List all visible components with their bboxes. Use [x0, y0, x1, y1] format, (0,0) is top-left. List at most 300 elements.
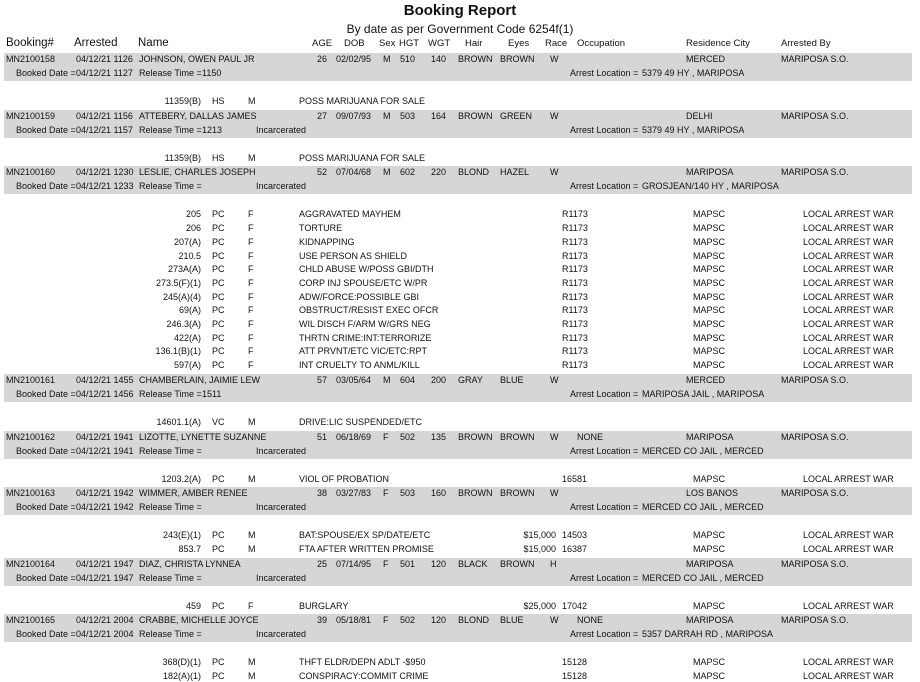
warrant-number: 16581	[562, 473, 588, 484]
booked-datetime: 04/12/21 1233	[76, 181, 134, 192]
charge-type: PC	[212, 543, 225, 554]
arrestee-age: 27	[316, 110, 327, 121]
arrestee-dob: 03/05/64	[336, 374, 372, 385]
arrestee-weight: 140	[431, 54, 447, 64]
arresting-agency: MARIPOSA S.O.	[781, 558, 849, 569]
warrant-number: 15128	[562, 671, 588, 681]
charge-agency: MAPSC	[693, 291, 726, 302]
arrestee-hair: BLOND	[458, 167, 490, 178]
charge-description: AGGRAVATED MAYHEM	[299, 209, 401, 220]
column-header-arrested-by: Arrested By	[781, 38, 831, 49]
charge-code: 206	[185, 223, 201, 234]
arrested-datetime: 04/12/21 1455	[76, 374, 134, 385]
residence-city: MARIPOSA	[686, 558, 734, 569]
charge-level: F	[248, 277, 254, 288]
warrant-number: R1173	[562, 305, 588, 316]
charge-authority: LOCAL ARREST WAR	[803, 530, 894, 541]
column-header-booking: Booking#	[6, 37, 54, 49]
charge-level: M	[248, 96, 256, 106]
arrestee-weight: 120	[431, 615, 447, 626]
charge-agency: MAPSC	[693, 209, 726, 220]
charge-type: PC	[212, 530, 225, 541]
arrest-location-label: Arrest Location =	[570, 502, 639, 513]
charge-authority: LOCAL ARREST WAR	[803, 223, 894, 234]
charge-description: CONSPIRACY:COMMIT CRIME	[299, 671, 429, 681]
charge-authority: LOCAL ARREST WAR	[803, 360, 894, 371]
booked-date-label: Booked Date =	[16, 388, 76, 399]
arrestee-name: JOHNSON, OWEN PAUL JR	[139, 54, 255, 64]
bail-amount: $25,000	[523, 600, 556, 611]
booking-number: MN2100162	[6, 431, 56, 442]
arrestee-height: 510	[400, 54, 416, 64]
charge-authority: LOCAL ARREST WAR	[803, 264, 894, 275]
charge-description: THRTN CRIME:INT:TERRORIZE	[299, 332, 432, 343]
booking-number: MN2100158	[6, 54, 56, 64]
charge-level: F	[248, 332, 254, 343]
arrestee-age: 52	[316, 167, 327, 178]
charge-type: PC	[212, 209, 225, 220]
arrestee-name: LESLIE, CHARLES JOSEPH	[139, 167, 256, 178]
arrest-location-label: Arrest Location =	[570, 388, 639, 399]
charge-description: VIOL OF PROBATION	[299, 473, 390, 484]
arrest-location: MERCED CO JAIL , MERCED	[642, 572, 764, 583]
custody-status: Incarcerated	[256, 572, 307, 583]
warrant-number: R1173	[562, 319, 588, 329]
release-time-label: Release Time =	[139, 124, 202, 135]
charge-description: THFT ELDR/DEPN ADLT -$950	[299, 657, 426, 668]
residence-city: MARIPOSA	[686, 167, 734, 178]
charge-code: 245(A)(4)	[162, 291, 201, 302]
charge-agency: MAPSC	[693, 473, 726, 484]
warrant-number: R1173	[562, 291, 588, 302]
charge-code: 69(A)	[178, 305, 201, 316]
charge-authority: LOCAL ARREST WAR	[803, 319, 894, 329]
charge-type: PC	[212, 332, 225, 343]
arrestee-weight: 135	[431, 431, 447, 442]
booked-date-label: Booked Date =	[16, 124, 76, 135]
booked-date-label: Booked Date =	[16, 181, 76, 192]
charge-authority: LOCAL ARREST WAR	[803, 277, 894, 288]
charge-agency: MAPSC	[693, 250, 726, 261]
charge-level: F	[248, 250, 254, 261]
release-time: 1150	[202, 68, 222, 78]
warrant-number: R1173	[562, 209, 588, 220]
column-header-sex: Sex	[379, 38, 396, 49]
charge-code: 853.7	[178, 543, 201, 554]
charge-type: PC	[212, 291, 225, 302]
arrestee-age: 39	[316, 615, 327, 626]
arrestee-sex: M	[383, 374, 391, 385]
charge-authority: LOCAL ARREST WAR	[803, 543, 894, 554]
column-header-race: Race	[545, 38, 568, 49]
arrestee-height: 604	[400, 374, 416, 385]
charge-type: PC	[212, 250, 225, 261]
arrestee-weight: 160	[431, 488, 447, 499]
arrestee-hair: GRAY	[458, 374, 483, 385]
arrestee-age: 51	[316, 431, 327, 442]
charge-code: 597(A)	[173, 360, 201, 371]
booking-number: MN2100164	[6, 558, 56, 569]
charge-level: M	[248, 671, 256, 681]
charge-agency: MAPSC	[693, 671, 726, 681]
booked-datetime: 04/12/21 2004	[76, 629, 134, 640]
arrestee-eyes: GREEN	[500, 110, 533, 121]
charge-code: 1203.2(A)	[161, 473, 201, 484]
booking-number: MN2100161	[6, 374, 56, 385]
arrest-location-label: Arrest Location =	[570, 445, 639, 456]
arrestee-eyes: BROWN	[500, 488, 535, 499]
charge-description: POSS MARIJUANA FOR SALE	[299, 96, 426, 106]
charge-description: DRIVE:LIC SUSPENDED/ETC	[299, 416, 423, 427]
custody-status: Incarcerated	[256, 445, 307, 456]
arrestee-name: CHAMBERLAIN, JAIMIE LEW	[139, 374, 261, 385]
charge-type: VC	[212, 416, 225, 427]
release-time-label: Release Time =	[139, 68, 202, 78]
arrestee-weight: 220	[431, 167, 447, 178]
charge-level: M	[248, 416, 256, 427]
charge-authority: LOCAL ARREST WAR	[803, 657, 894, 668]
arrestee-hair: BROWN	[458, 488, 493, 499]
arresting-agency: MARIPOSA S.O.	[781, 54, 849, 64]
arrestee-dob: 09/07/93	[336, 110, 372, 121]
charge-code: 243(E)(1)	[162, 530, 201, 541]
arrestee-race: W	[550, 54, 559, 64]
arresting-agency: MARIPOSA S.O.	[781, 488, 849, 499]
charge-type: PC	[212, 264, 225, 275]
arrestee-race: H	[550, 558, 557, 569]
charge-level: M	[248, 543, 256, 554]
charge-authority: LOCAL ARREST WAR	[803, 236, 894, 247]
report-subtitle: By date as per Government Code 6254f(1)	[346, 22, 574, 36]
charge-code: 11359(B)	[164, 96, 201, 106]
charge-description: FTA AFTER WRITTEN PROMISE	[299, 543, 434, 554]
arrestee-eyes: BLUE	[500, 374, 524, 385]
arrest-location-label: Arrest Location =	[570, 68, 639, 78]
charge-type: PC	[212, 236, 225, 247]
warrant-number: R1173	[562, 277, 588, 288]
arrestee-eyes: HAZEL	[500, 167, 530, 178]
arrested-datetime: 04/12/21 1156	[76, 110, 133, 121]
booked-datetime: 04/12/21 1456	[76, 388, 134, 399]
booking-number: MN2100159	[6, 110, 56, 121]
charge-description: OBSTRUCT/RESIST EXEC OFCR	[299, 305, 439, 316]
arrestee-height: 503	[400, 488, 416, 499]
charge-description: USE PERSON AS SHIELD	[299, 250, 408, 261]
warrant-number: 14503	[562, 530, 588, 541]
charge-code: 368(D)(1)	[162, 657, 201, 668]
custody-status: Incarcerated	[256, 181, 307, 192]
arresting-agency: MARIPOSA S.O.	[781, 167, 849, 178]
arrest-location: 5379 49 HY , MARIPOSA	[642, 124, 745, 135]
charge-level: F	[248, 346, 254, 357]
arrestee-name: WIMMER, AMBER RENEE	[139, 488, 248, 499]
charge-code: 422(A)	[173, 332, 201, 343]
charge-type: PC	[212, 346, 225, 357]
arrestee-name: CRABBE, MICHELLE JOYCE	[139, 615, 259, 626]
charge-code: 273A(A)	[167, 264, 201, 275]
charge-level: F	[248, 264, 254, 275]
arrestee-age: 26	[316, 54, 327, 64]
charge-level: M	[248, 657, 256, 668]
charge-authority: LOCAL ARREST WAR	[803, 600, 894, 611]
charge-description: WIL DISCH F/ARM W/GRS NEG	[299, 319, 431, 329]
booked-datetime: 04/12/21 1941	[76, 445, 134, 456]
charge-authority: LOCAL ARREST WAR	[803, 332, 894, 343]
arrestee-occupation: NONE	[577, 431, 604, 442]
arrestee-weight: 164	[431, 110, 447, 121]
residence-city: LOS BANOS	[686, 488, 739, 499]
arrestee-sex: F	[383, 431, 389, 442]
arrestee-sex: F	[383, 558, 389, 569]
charge-agency: MAPSC	[693, 360, 726, 371]
custody-status: Incarcerated	[256, 629, 307, 640]
charge-type: PC	[212, 360, 225, 371]
arrestee-dob: 07/04/68	[336, 167, 372, 178]
arrestee-race: W	[550, 110, 559, 121]
booked-datetime: 04/12/21 1947	[76, 572, 134, 583]
residence-city: MERCED	[686, 374, 726, 385]
arrest-location-label: Arrest Location =	[570, 181, 639, 192]
arrestee-sex: M	[383, 167, 391, 178]
residence-city: MERCED	[686, 54, 726, 64]
residence-city: MARIPOSA	[686, 431, 734, 442]
arrestee-height: 502	[400, 615, 416, 626]
charge-description: BAT:SPOUSE/EX SP/DATE/ETC	[299, 530, 431, 541]
arrestee-name: LIZOTTE, LYNETTE SUZANNE	[139, 431, 267, 442]
charge-agency: MAPSC	[693, 264, 726, 275]
column-header-occupation: Occupation	[577, 38, 626, 49]
booked-date-label: Booked Date =	[16, 629, 76, 640]
arrestee-height: 502	[400, 431, 416, 442]
charge-authority: LOCAL ARREST WAR	[803, 291, 894, 302]
charge-authority: LOCAL ARREST WAR	[803, 671, 894, 681]
arrestee-sex: M	[383, 54, 391, 64]
arrested-datetime: 04/12/21 1947	[76, 558, 134, 569]
arrestee-race: W	[550, 488, 559, 499]
arrestee-name: ATTEBERY, DALLAS JAMES	[139, 110, 257, 121]
charge-description: ADW/FORCE:POSSIBLE GBI	[299, 291, 420, 302]
arrestee-hair: BLACK	[458, 558, 488, 569]
charge-level: F	[248, 305, 254, 316]
charge-description: INT CRUELTY TO ANML/KILL	[299, 360, 420, 371]
arresting-agency: MARIPOSA S.O.	[781, 615, 849, 626]
arrestee-race: W	[550, 167, 559, 178]
charge-type: PC	[212, 305, 225, 316]
charge-authority: LOCAL ARREST WAR	[803, 250, 894, 261]
charge-level: F	[248, 600, 254, 611]
arrested-datetime: 04/12/21 1942	[76, 488, 134, 499]
residence-city: DELHI	[686, 110, 713, 121]
warrant-number: R1173	[562, 223, 588, 234]
arrestee-dob: 05/18/81	[336, 615, 372, 626]
charge-type: PC	[212, 223, 225, 234]
arrestee-weight: 120	[431, 558, 447, 569]
arrestee-height: 501	[400, 558, 416, 569]
charge-authority: LOCAL ARREST WAR	[803, 209, 894, 220]
charge-agency: MAPSC	[693, 657, 726, 668]
arrest-location: 5357 DARRAH RD , MARIPOSA	[642, 629, 774, 640]
arrest-location-label: Arrest Location =	[570, 124, 639, 135]
charge-level: F	[248, 236, 254, 247]
column-header-hgt: HGT	[399, 38, 420, 49]
charge-agency: MAPSC	[693, 223, 726, 234]
arrest-location-label: Arrest Location =	[570, 572, 639, 583]
residence-city: MARIPOSA	[686, 615, 734, 626]
arrestee-eyes: BROWN	[500, 54, 535, 64]
custody-status: Incarcerated	[256, 124, 307, 135]
charge-agency: MAPSC	[693, 346, 726, 357]
charge-type: PC	[212, 600, 225, 611]
charge-description: KIDNAPPING	[299, 236, 355, 247]
arrestee-dob: 07/14/95	[336, 558, 372, 569]
booked-datetime: 04/12/21 1127	[76, 68, 133, 78]
charge-code: 246.3(A)	[166, 319, 201, 329]
arrestee-dob: 03/27/83	[336, 488, 372, 499]
charge-description: CORP INJ SPOUSE/ETC W/PR	[299, 277, 428, 288]
arrestee-name: DIAZ, CHRISTA LYNNEA	[139, 558, 241, 569]
arrestee-hair: BLOND	[458, 615, 490, 626]
booked-date-label: Booked Date =	[16, 68, 76, 78]
release-time: 1511	[202, 388, 222, 399]
charge-authority: LOCAL ARREST WAR	[803, 305, 894, 316]
warrant-number: 16387	[562, 543, 588, 554]
charge-type: HS	[212, 152, 225, 163]
arrest-location: GROSJEAN/140 HY , MARIPOSA	[642, 181, 779, 192]
arrestee-sex: F	[383, 615, 389, 626]
warrant-number: R1173	[562, 332, 588, 343]
release-time-label: Release Time =	[139, 572, 202, 583]
charge-level: F	[248, 319, 254, 329]
booking-number: MN2100160	[6, 167, 56, 178]
charge-level: M	[248, 473, 256, 484]
charge-type: PC	[212, 277, 225, 288]
arrested-datetime: 04/12/21 2004	[76, 615, 134, 626]
arrested-datetime: 04/12/21 1230	[76, 167, 134, 178]
custody-status: Incarcerated	[256, 502, 307, 513]
arrestee-hair: BROWN	[458, 110, 493, 121]
charge-level: F	[248, 223, 254, 234]
charge-description: POSS MARIJUANA FOR SALE	[299, 152, 426, 163]
charge-description: CHLD ABUSE W/POSS GBI/DTH	[299, 264, 434, 275]
arrestee-weight: 200	[431, 374, 447, 385]
arrest-location: MERCED CO JAIL , MERCED	[642, 502, 764, 513]
arrestee-sex: M	[383, 110, 391, 121]
charge-description: TORTURE	[299, 223, 343, 234]
charge-agency: MAPSC	[693, 332, 726, 343]
charge-code: 11359(B)	[164, 152, 201, 163]
booked-date-label: Booked Date =	[16, 572, 76, 583]
charge-code: 207(A)	[173, 236, 201, 247]
column-header-eyes: Eyes	[508, 38, 530, 49]
warrant-number: R1173	[562, 236, 588, 247]
charge-level: M	[248, 530, 256, 541]
arrestee-hair: BROWN	[458, 431, 493, 442]
booked-datetime: 04/12/21 1157	[76, 124, 133, 135]
arrestee-race: W	[550, 374, 559, 385]
charge-code: 210.5	[178, 250, 201, 261]
arrestee-age: 57	[316, 374, 327, 385]
arrestee-race: W	[550, 431, 559, 442]
arrestee-race: W	[550, 615, 559, 626]
arresting-agency: MARIPOSA S.O.	[781, 110, 849, 121]
charge-level: F	[248, 291, 254, 302]
arrestee-eyes: BLUE	[500, 615, 524, 626]
column-header-arrested: Arrested	[74, 37, 118, 49]
release-time: 1213	[202, 124, 223, 135]
arrestee-occupation: NONE	[577, 615, 604, 626]
charge-type: PC	[212, 319, 225, 329]
release-time-label: Release Time =	[139, 629, 202, 640]
charge-code: 14601.1(A)	[156, 416, 201, 427]
charge-type: PC	[212, 473, 225, 484]
charge-description: BURGLARY	[299, 600, 349, 611]
column-header-age: AGE	[312, 38, 333, 49]
charge-agency: MAPSC	[693, 319, 726, 329]
charge-code: 273.5(F)(1)	[155, 277, 201, 288]
warrant-number: R1173	[562, 346, 588, 357]
booked-date-label: Booked Date =	[16, 445, 76, 456]
report-title: Booking Report	[403, 2, 517, 19]
bail-amount: $15,000	[523, 543, 556, 554]
release-time-label: Release Time =	[139, 181, 202, 192]
arrestee-age: 25	[316, 558, 327, 569]
release-time-label: Release Time =	[139, 445, 202, 456]
arrestee-height: 503	[400, 110, 416, 121]
arrest-location: 5379 49 HY , MARIPOSA	[642, 68, 745, 78]
warrant-number: 15128	[562, 657, 588, 668]
arrestee-dob: 06/18/69	[336, 431, 372, 442]
charge-level: F	[248, 360, 254, 371]
charge-type: PC	[212, 657, 225, 668]
booked-datetime: 04/12/21 1942	[76, 502, 134, 513]
charge-authority: LOCAL ARREST WAR	[803, 346, 894, 357]
release-time-label: Release Time =	[139, 388, 202, 399]
arrestee-eyes: BROWN	[500, 558, 535, 569]
column-header-hair: Hair	[465, 38, 483, 49]
charge-level: F	[248, 209, 254, 220]
booked-date-label: Booked Date =	[16, 502, 76, 513]
arrestee-sex: F	[383, 488, 389, 499]
charge-agency: MAPSC	[693, 236, 726, 247]
arrest-location: MARIPOSA JAIL , MARIPOSA	[642, 388, 765, 399]
column-header-name: Name	[138, 37, 169, 49]
charge-level: M	[248, 152, 256, 163]
warrant-number: 17042	[562, 600, 588, 611]
release-time-label: Release Time =	[139, 502, 202, 513]
arrestee-height: 602	[400, 167, 416, 178]
arrested-datetime: 04/12/21 1126	[76, 54, 133, 64]
charge-code: 182(A)(1)	[162, 671, 201, 681]
warrant-number: R1173	[562, 250, 588, 261]
charge-authority: LOCAL ARREST WAR	[803, 473, 894, 484]
charge-description: ATT PRVNT/ETC VIC/ETC:RPT	[299, 346, 428, 357]
warrant-number: R1173	[562, 264, 588, 275]
booking-number: MN2100165	[6, 615, 56, 626]
arrest-location-label: Arrest Location =	[570, 629, 639, 640]
arrestee-age: 38	[316, 488, 327, 499]
arrest-location: MERCED CO JAIL , MERCED	[642, 445, 764, 456]
charge-agency: MAPSC	[693, 543, 726, 554]
booking-number: MN2100163	[6, 488, 56, 499]
charge-code: 136.1(B)(1)	[155, 346, 201, 357]
arrested-datetime: 04/12/21 1941	[76, 431, 134, 442]
arresting-agency: MARIPOSA S.O.	[781, 374, 849, 385]
charge-type: PC	[212, 671, 225, 681]
charge-agency: MAPSC	[693, 600, 726, 611]
arrestee-hair: BROWN	[458, 54, 493, 64]
arresting-agency: MARIPOSA S.O.	[781, 431, 849, 442]
bail-amount: $15,000	[523, 530, 556, 541]
